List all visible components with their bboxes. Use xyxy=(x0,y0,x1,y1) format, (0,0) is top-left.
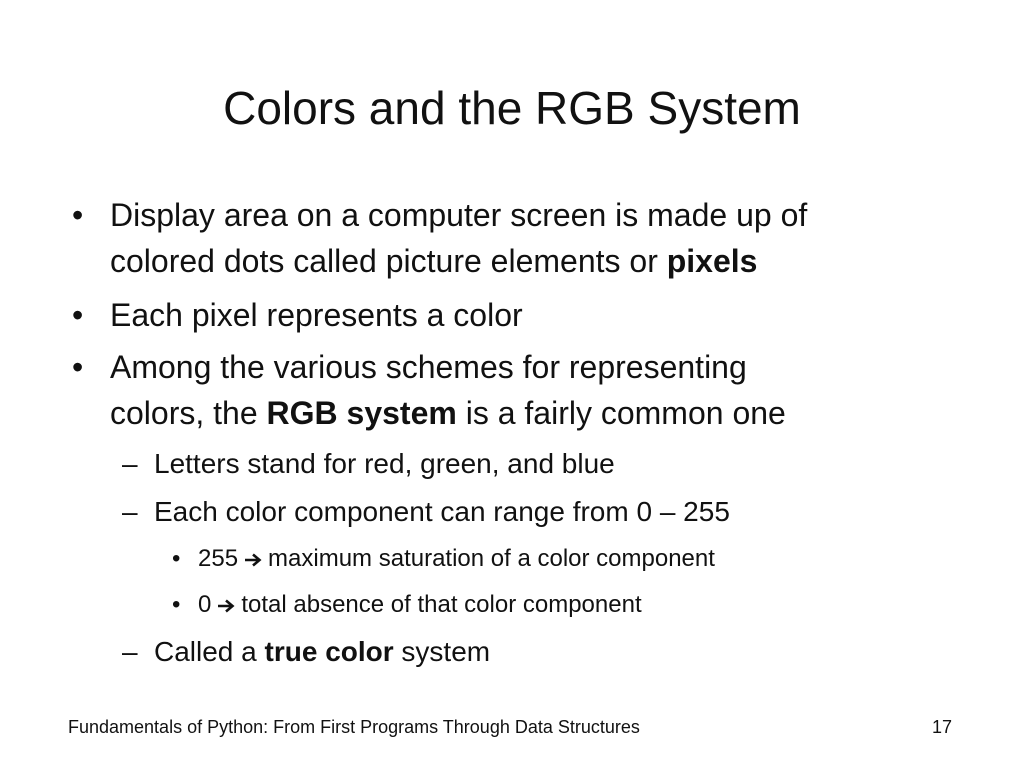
bullet-marker: • xyxy=(72,349,84,385)
bullet-marker: • xyxy=(72,197,84,233)
sub-sub-bullet-2-number: 0 xyxy=(198,591,212,618)
bullet-1-line-2 xyxy=(110,238,757,284)
sub-bullet-2-text: Each color component can range from 0 – 255 xyxy=(154,496,730,527)
sub-sub-bullet-marker: • xyxy=(172,591,181,618)
slide-title: Colors and the RGB System xyxy=(223,82,801,134)
bullet-3-line-1: Among the various schemes for representing xyxy=(110,349,747,385)
sub-bullet-3-text-pre: Called a xyxy=(154,636,265,667)
sub-sub-bullet-1-text: maximum saturation of a color component xyxy=(268,545,715,572)
sub-bullet-marker: – xyxy=(122,636,138,667)
bullet-3-text-pre: colors, the xyxy=(110,395,267,431)
bullet-3-text-post: is a fairly common one xyxy=(456,395,786,431)
sub-sub-bullet-2-text: total absence of that color component xyxy=(241,591,642,618)
bullet-2-text: Each pixel represents a color xyxy=(110,297,523,333)
footer-page-number: 17 xyxy=(932,717,953,737)
sub-bullet-3-bold-term: true color xyxy=(264,636,394,667)
sub-sub-bullet-1-number: 255 xyxy=(198,545,239,572)
sub-bullet-1-text: Letters stand for red, green, and blue xyxy=(154,448,615,479)
bullet-3-bold-term: RGB system xyxy=(266,395,457,431)
bullet-marker: • xyxy=(72,297,84,333)
sub-bullet-3-text-post: system xyxy=(393,636,491,667)
bullet-3-line-2 xyxy=(110,390,786,436)
sub-bullet-3 xyxy=(154,632,490,672)
sub-bullet-marker: – xyxy=(122,496,138,527)
footer-book-title: Fundamentals of Python: From First Programs Through Data Structures xyxy=(68,717,640,737)
sub-sub-bullet-2 xyxy=(198,588,642,622)
bullet-1-line-1: Display area on a computer screen is made up of xyxy=(110,197,808,233)
sub-bullet-marker: – xyxy=(122,448,138,479)
bullet-1-bold-term: pixels xyxy=(666,243,758,279)
right-arrow-icon xyxy=(244,553,262,567)
sub-sub-bullet-1 xyxy=(198,542,715,576)
sub-sub-bullet-marker: • xyxy=(172,545,181,572)
bullet-1-text: colored dots called picture elements or xyxy=(110,243,667,279)
right-arrow-icon xyxy=(217,599,235,613)
